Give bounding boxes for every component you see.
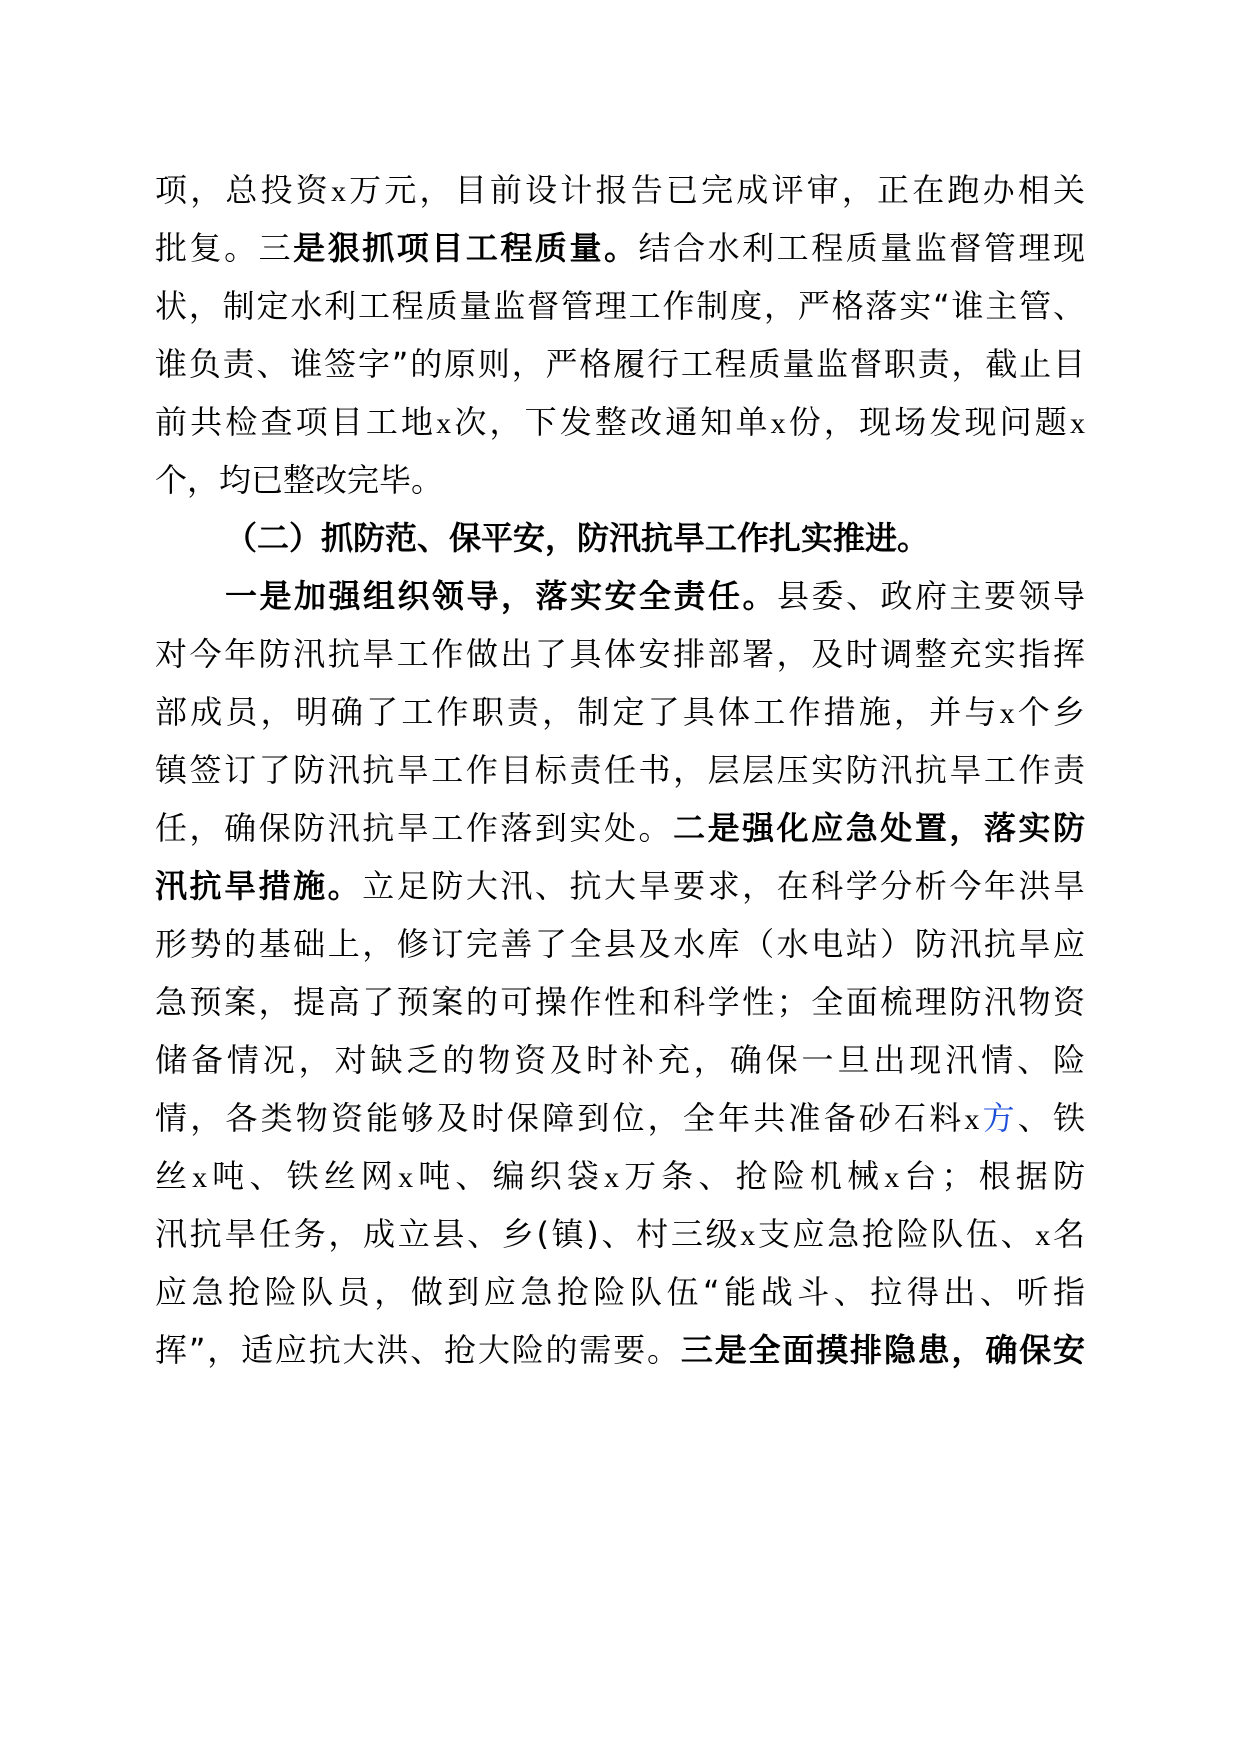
bold-emphasis: 汛抗旱措施。 (155, 867, 363, 905)
text-line (155, 218, 1085, 278)
text-run: 个乡 (1014, 693, 1085, 731)
text-line (155, 450, 1085, 510)
text-line (155, 1262, 1085, 1322)
placeholder-x: x (999, 697, 1015, 730)
text-line (155, 160, 1085, 220)
text-run: 县委、政府主要领导 (776, 577, 1085, 615)
text-run: 、铁 (1017, 1099, 1085, 1137)
text-line (155, 624, 1085, 684)
text-run: 形势的基础上，修订完善了全县及水库（水电站）防汛抗旱应 (155, 925, 1085, 963)
text-run: 谁负责、谁签字”的原则，严格履行工程质量监督职责，截止目 (155, 345, 1085, 383)
text-line (155, 740, 1085, 800)
text-run: 项，总投资 (155, 171, 331, 209)
text-run: 个，均已整改完毕。 (155, 461, 444, 499)
text-run: 吨、编织袋 (413, 1157, 604, 1195)
text-line (155, 392, 1085, 452)
text-run: 镇签订了防汛抗旱工作目标责任书，层层压实防汛抗旱工作责 (155, 751, 1085, 789)
text-run: 储备情况，对缺乏的物资及时补充，确保一旦出现汛情、险 (155, 1041, 1085, 1079)
text-run: 汛抗旱任务，成立县、乡(镇)、村三级 (155, 1215, 741, 1253)
text-run: 万条、抢险机械 (618, 1157, 885, 1195)
text-line (155, 276, 1085, 336)
bold-emphasis: 是狠抓项目工程质量。 (293, 229, 639, 267)
text-run: 名 (1050, 1215, 1085, 1253)
text-line (155, 1320, 1085, 1380)
bold-emphasis: 二是强化应急处置，落实防 (673, 809, 1085, 847)
placeholder-x: x (884, 1161, 900, 1194)
text-run: 立足防大汛、抗大旱要求，在科学分析今年洪旱 (362, 867, 1085, 905)
text-run: 急预案，提高了预案的可操作性和科学性；全面梳理防汛物资 (155, 983, 1085, 1021)
text-run: 次，下发整改通知单 (451, 403, 771, 441)
section-heading: （二）抓防范、保平安，防汛抗旱工作扎实推进。 (225, 519, 930, 557)
text-run: 对今年防汛抗旱工作做出了具体安排部署，及时调整充实指挥 (155, 635, 1085, 673)
text-line (155, 856, 1085, 916)
placeholder-x: x (964, 1103, 980, 1136)
text-run: 挥”，适应抗大洪、抢大险的需要。 (155, 1331, 681, 1369)
text-line (155, 1030, 1085, 1090)
text-run: 吨、铁丝网 (207, 1157, 399, 1195)
text-line (155, 914, 1085, 974)
placeholder-x: x (1035, 1219, 1051, 1252)
placeholder-x: x (603, 1161, 619, 1194)
highlighted-text: 方 (979, 1099, 1018, 1137)
text-run: 状，制定水利工程质量监督管理工作制度，严格落实“谁主管、 (155, 287, 1085, 325)
text-line (155, 972, 1085, 1032)
text-run: 万元，目前设计报告已完成评审，正在跑办相关 (345, 171, 1085, 209)
placeholder-x: x (770, 407, 786, 440)
text-line (155, 1204, 1085, 1264)
text-run: 前共检查项目工地 (155, 403, 437, 441)
text-run: 情，各类物资能够及时保障到位，全年共准备砂石料 (155, 1099, 965, 1137)
placeholder-x: x (436, 407, 452, 440)
placeholder-x: x (330, 175, 346, 208)
text-line (155, 334, 1085, 394)
text-line (155, 798, 1085, 858)
placeholder-x: x (740, 1219, 756, 1252)
text-run: 部成员，明确了工作职责，制定了具体工作措施，并与 (155, 693, 1000, 731)
text-run: 应急抢险队员，做到应急抢险队伍“能战斗、拉得出、听指 (155, 1273, 1085, 1311)
text-run: 结合水利工程质量监督管理现 (638, 229, 1085, 267)
placeholder-x: x (192, 1161, 208, 1194)
text-run: 批复。三 (155, 229, 294, 267)
text-line (155, 1088, 1085, 1148)
placeholder-x: x (1069, 407, 1085, 440)
text-line (155, 682, 1085, 742)
bold-emphasis: 一是加强组织领导，落实安全责任。 (225, 577, 777, 615)
text-run: 任，确保防汛抗旱工作落到实处。 (155, 809, 674, 847)
text-line (225, 566, 1085, 626)
text-run: 台；根据防 (899, 1157, 1085, 1195)
placeholder-x: x (398, 1161, 414, 1194)
text-run: 丝 (155, 1157, 193, 1195)
text-run: 份，现场发现问题 (785, 403, 1070, 441)
text-run: 支应急抢险队伍、 (755, 1215, 1036, 1253)
bold-emphasis: 三是全面摸排隐患，确保安 (680, 1331, 1085, 1369)
text-line (155, 1146, 1085, 1206)
